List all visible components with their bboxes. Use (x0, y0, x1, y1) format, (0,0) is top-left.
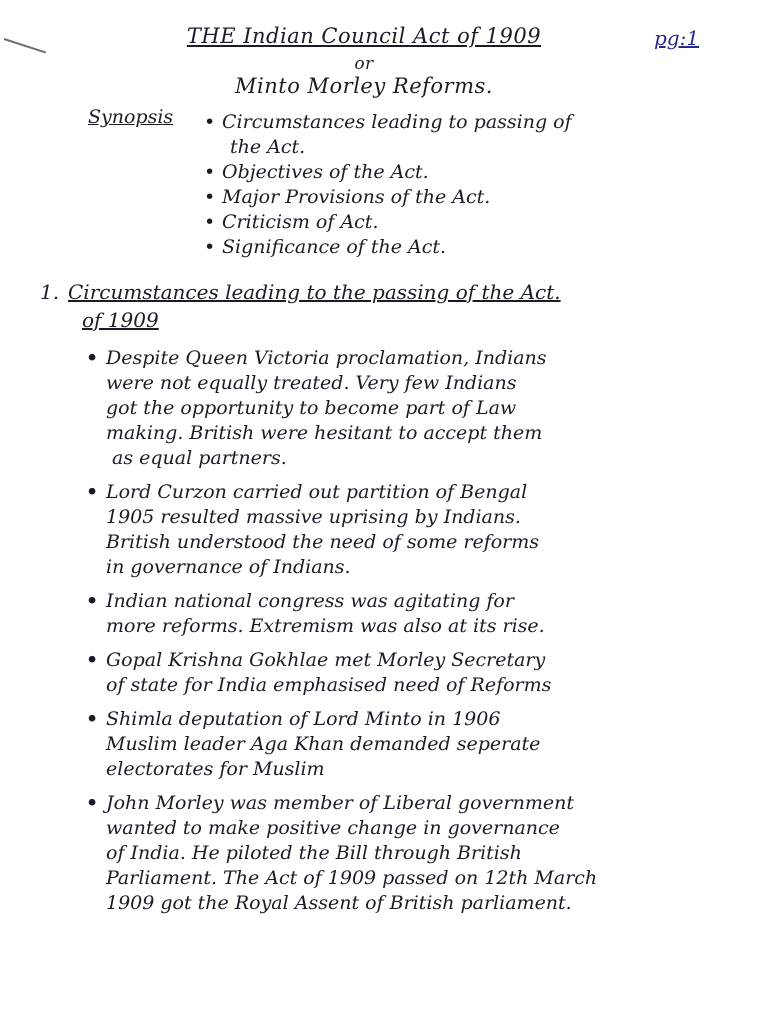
section-heading (40, 278, 561, 334)
synopsis-label: Synopsis (88, 106, 174, 128)
list-item (86, 707, 726, 782)
text-line: Indian national congress was agitating for (106, 590, 514, 612)
section-heading-line-2: of 1909 (82, 308, 159, 332)
bullet-dot-icon: • (204, 236, 216, 258)
text-line: Shimla deputation of Lord Minto in 1906 (106, 708, 501, 730)
text-line: in governance of Indians. (106, 556, 351, 578)
text-line: Muslim leader Aga Khan demanded seperate (106, 733, 541, 755)
text-line: got the opportunity to become part of Law (106, 397, 517, 419)
text-line: 1905 resulted massive uprising by Indians. (106, 506, 521, 528)
text-line: John Morley was member of Liberal government (106, 792, 574, 814)
text-line: making. British were hesitant to accept them (106, 422, 543, 444)
bullet-dot-icon: • (86, 590, 99, 612)
synopsis-item (204, 110, 724, 160)
text-line: electorates for Muslim (106, 758, 325, 780)
bullet-dot-icon: • (204, 186, 216, 208)
list-item (86, 648, 726, 698)
synopsis-line: Circumstances leading to passing of (222, 111, 572, 133)
title-line-3: Minto Morley Reforms. (235, 74, 493, 98)
synopsis-item (204, 235, 724, 260)
synopsis-line: Criticism of Act. (222, 211, 379, 233)
list-item (86, 346, 726, 471)
title-line-1: THE Indian Council Act of 1909 (186, 24, 542, 48)
text-line: British understood the need of some reforms (106, 531, 540, 553)
synopsis-item (204, 210, 724, 235)
synopsis-line: Significance of the Act. (222, 236, 447, 258)
synopsis-line: Objectives of the Act. (222, 161, 429, 183)
text-line: of state for India emphasised need of Reforms (106, 674, 552, 696)
bullet-dot-icon: • (86, 708, 99, 730)
text-line: Parliament. The Act of 1909 passed on 12th March (106, 867, 598, 889)
subtitle (0, 74, 748, 98)
text-line: were not equally treated. Very few Indians (106, 372, 517, 394)
bullet-dot-icon: • (86, 649, 99, 671)
text-line: wanted to make positive change in governance (106, 817, 560, 839)
bullet-dot-icon: • (86, 481, 99, 503)
bullet-dot-icon: • (204, 111, 216, 133)
list-item (86, 791, 726, 916)
bullet-dot-icon: • (204, 211, 216, 233)
page-number: pg:1 (654, 26, 700, 50)
title-or: or (354, 54, 374, 74)
list-item (86, 589, 726, 639)
text-line: Despite Queen Victoria proclamation, Indians (106, 347, 547, 369)
text-line: of India. He piloted the Bill through British (106, 842, 522, 864)
synopsis-line: the Act. (230, 136, 306, 158)
text-line: Gopal Krishna Gokhlae met Morley Secretary (106, 649, 546, 671)
synopsis-line: Major Provisions of the Act. (222, 186, 491, 208)
bullet-dot-icon: • (86, 792, 99, 814)
synopsis-item (204, 160, 724, 185)
synopsis-list (204, 110, 724, 260)
section-number: 1. (40, 280, 60, 304)
section-heading-line-1: Circumstances leading to the passing of the Act. (68, 280, 561, 304)
text-line: Lord Curzon carried out partition of Bengal (106, 481, 528, 503)
text-line: as equal partners. (112, 447, 287, 469)
bullet-list (86, 346, 726, 925)
bullet-dot-icon: • (86, 347, 99, 369)
list-item (86, 480, 726, 580)
text-line: 1909 got the Royal Assent of British parliament. (106, 892, 572, 914)
synopsis-item (204, 185, 724, 210)
page-title (0, 24, 748, 48)
text-line: more reforms. Extremism was also at its rise. (106, 615, 545, 637)
bullet-dot-icon: • (204, 161, 216, 183)
